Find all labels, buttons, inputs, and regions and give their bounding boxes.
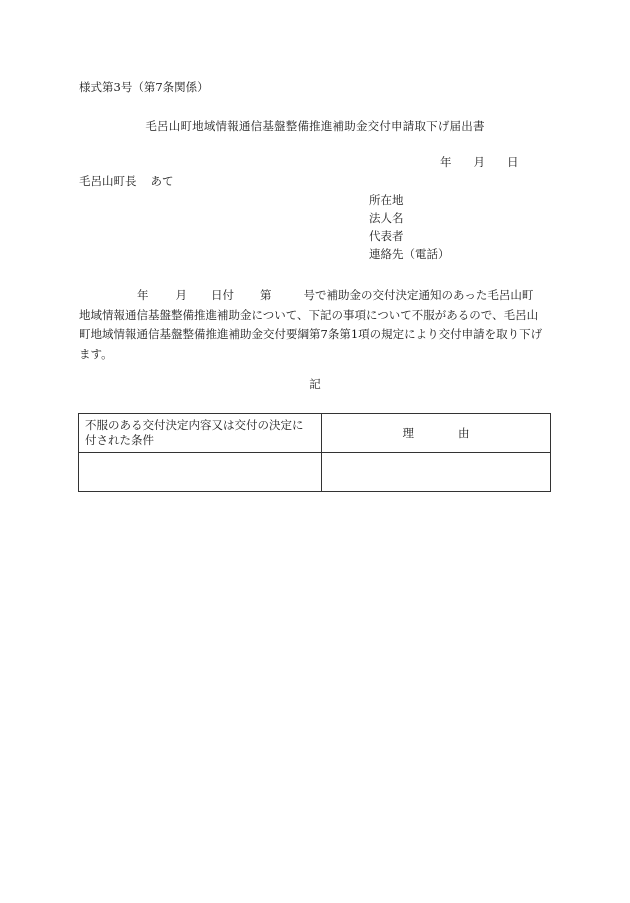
addressee-suffix: あて xyxy=(150,174,174,188)
ki-heading: 記 xyxy=(309,377,321,391)
date-month-label: 月 xyxy=(473,155,485,169)
applicant-location-label: 所在地 xyxy=(369,193,404,207)
body-line-4: ます。 xyxy=(79,346,113,361)
header-cell-reason xyxy=(322,414,551,453)
header-conditions-line2: 付された条件 xyxy=(85,433,154,447)
header-reason-part2: 由 xyxy=(458,425,470,440)
conditions-entry-cell[interactable] xyxy=(79,453,322,492)
applicant-fields xyxy=(369,195,450,267)
header-cell-conditions xyxy=(79,414,322,453)
addressee xyxy=(79,176,174,188)
body-year: 年 xyxy=(137,288,149,302)
body-line-3: 町地域情報通信基盤整備推進補助金交付要綱第7条第1項の規定により交付申請を取り下げ xyxy=(79,327,543,341)
body-line-2: 地域情報通信基盤整備推進補助金について、下記の事項について不服があるので、毛呂山 xyxy=(79,307,539,322)
detail-table xyxy=(78,413,551,492)
form-number: 様式第3号（第7条関係） xyxy=(79,80,209,94)
date-day-label: 日 xyxy=(507,155,519,169)
applicant-corporate-name-label: 法人名 xyxy=(369,211,404,225)
table-header-row xyxy=(79,414,551,453)
header-reason-part1: 理 xyxy=(402,425,414,440)
table-row xyxy=(79,453,551,492)
body-paragraph xyxy=(79,286,551,364)
date-line xyxy=(440,157,519,169)
applicant-representative-label: 代表者 xyxy=(369,229,404,243)
body-dai: 第 xyxy=(260,288,272,302)
body-day-dated: 日付 xyxy=(211,288,234,302)
body-line1-rest: 号で補助金の交付決定通知のあった毛呂山町 xyxy=(303,288,534,302)
reason-entry-cell[interactable] xyxy=(322,453,551,492)
header-conditions-line1: 不服のある交付決定内容又は交付の決定に xyxy=(85,418,304,432)
body-line-1 xyxy=(79,286,551,306)
applicant-contact-label: 連絡先（電話） xyxy=(369,247,450,261)
addressee-name: 毛呂山町長 xyxy=(79,174,137,188)
body-month: 月 xyxy=(175,288,187,302)
date-year-label: 年 xyxy=(440,155,452,169)
document-title: 毛呂山町地域情報通信基盤整備推進補助金交付申請取下げ届出書 xyxy=(145,119,485,133)
